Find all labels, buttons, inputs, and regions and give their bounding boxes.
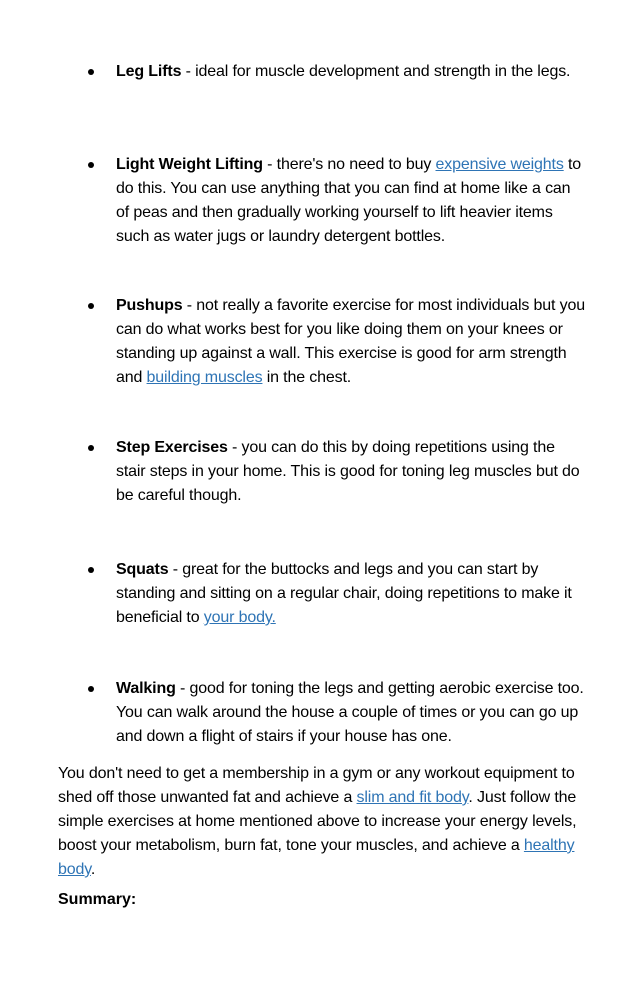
item-description: - good for toning the legs and getting aerobic exercise too. You can walk around the house a couple of times or you can go up and down a flight of stairs if your house has one. <box>116 680 584 745</box>
item-description-continued: to do this. You can use anything that you can find at home like a can of peas and then gradually working yourself to lift heavier items such as water jugs or laundry detergent bottles. <box>116 156 582 245</box>
item-title: Walking <box>116 680 176 697</box>
your-body-link[interactable]: your body. <box>203 609 276 626</box>
item-title: Squats <box>116 561 169 578</box>
list-item-text <box>116 294 586 390</box>
bullet-icon <box>88 445 94 451</box>
building-muscles-link[interactable]: building muscles <box>146 369 263 386</box>
item-description: - there's no need to buy <box>262 156 436 173</box>
item-description-continued: in the chest. <box>262 369 352 386</box>
item-title: Leg Lifts <box>116 63 182 80</box>
list-item-text <box>116 60 586 84</box>
bullet-icon <box>88 303 94 309</box>
item-description: - great for the buttocks and legs and you can start by standing and sitting on a regular chair, doing repetitions to make it beneficial to <box>116 561 572 626</box>
bullet-icon <box>88 567 94 573</box>
list-item-text <box>116 677 586 749</box>
body-paragraph <box>58 762 578 882</box>
expensive-weights-link[interactable]: expensive weights <box>435 156 564 173</box>
bullet-icon <box>88 69 94 75</box>
paragraph-text: You don't need to get a membership in a gym or any workout equipment to shed off those unwanted fat and achieve a <box>58 765 575 806</box>
list-item-text <box>116 153 586 249</box>
summary-heading: Summary: <box>58 891 137 908</box>
item-description: - ideal for muscle development and strength in the legs. <box>181 63 571 80</box>
healthy-body-link[interactable]: healthy body <box>58 837 575 878</box>
slim-and-fit-body-link[interactable]: slim and fit body <box>356 789 469 806</box>
bullet-icon <box>88 162 94 168</box>
item-title: Light Weight Lifting <box>116 156 263 173</box>
item-description: - you can do this by doing repetitions using the stair steps in your home. This is good for toning leg muscles but do be careful though. <box>116 439 580 504</box>
paragraph-text: . <box>90 861 96 878</box>
list-item-text <box>116 558 586 630</box>
bullet-icon <box>88 686 94 692</box>
item-title: Step Exercises <box>116 439 228 456</box>
item-title: Pushups <box>116 297 183 314</box>
list-item-text <box>116 436 586 508</box>
item-description: - not really a favorite exercise for most individuals but you can do what works best for you like doing them on your knees or standing up against a wall. This exercise is good for arm strength and <box>116 297 585 386</box>
paragraph-text: . Just follow the simple exercises at home mentioned above to increase your energy levels, boost your metabolism, burn fat, tone your muscles, and achieve a <box>58 789 577 854</box>
